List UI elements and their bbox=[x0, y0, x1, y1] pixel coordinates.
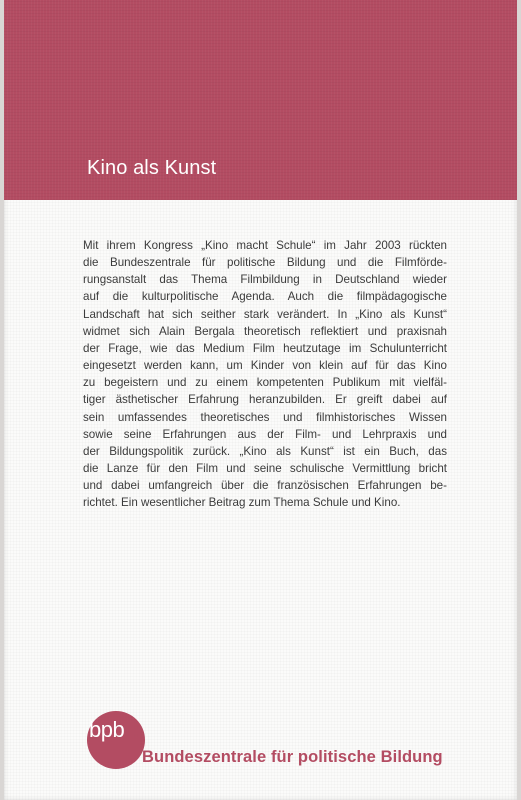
blurb-line: Landschaft hat sich seither stark verändert. In „Kino als Kunst“ bbox=[83, 307, 447, 321]
blurb-line: widmet sich Alain Bergala theoretisch reflektiert und praxisnah bbox=[83, 324, 447, 338]
book-back-cover bbox=[4, 0, 517, 800]
bpb-logo-text: bpb bbox=[89, 717, 125, 742]
blurb-line: sowie seine Erfahrungen aus der Film- und Lehrpraxis und bbox=[83, 427, 447, 441]
blurb-line: auf die kulturpolitische Agenda. Auch die filmpädagogische bbox=[83, 290, 447, 304]
blurb-line: zu begeistern und zu einem kompetenten Publikum mit vielfäl- bbox=[83, 376, 447, 390]
bpb-logo-colon: : bbox=[132, 717, 140, 742]
book-title: Kino als Kunst bbox=[87, 157, 217, 179]
blurb-line: rungsanstalt das Thema Filmbildung in Deutschland wieder bbox=[83, 273, 447, 287]
blurb-line: sein umfassendes theoretisches und filmhistorisches Wissen bbox=[83, 410, 447, 424]
publisher-logo bbox=[87, 711, 487, 771]
blurb-text bbox=[83, 237, 447, 512]
blurb-line: der Bildungspolitik zurück. „Kino als Kunst“ ist ein Buch, das bbox=[83, 444, 447, 458]
blurb-line: Mit ihrem Kongress „Kino macht Schule“ im Jahr 2003 rückten bbox=[83, 239, 447, 252]
blurb-line: und dabei umfangreich über die französischen Erfahrungen be- bbox=[83, 479, 447, 493]
title-band bbox=[4, 0, 517, 200]
blurb-line: eingesetzt werden kann, um Kinder von klein auf für das Kino bbox=[83, 359, 447, 373]
blurb-line: der Frage, wie das Medium Film heutzutage im Schulunterricht bbox=[83, 341, 447, 355]
blurb-line: die Bundeszentrale für politische Bildung und die Filmförde- bbox=[83, 256, 447, 270]
blurb-line: richtet. Ein wesentlicher Beitrag zum Thema Schule und Kino. bbox=[83, 496, 401, 510]
blurb-line: tiger ästhetischer Erfahrung heranzubilden. Er greift dabei auf bbox=[83, 393, 447, 407]
blurb-line: die Lanze für den Film und seine schulische Vermittlung bricht bbox=[83, 462, 447, 476]
publisher-name: Bundeszentrale für politische Bildung bbox=[142, 748, 443, 766]
